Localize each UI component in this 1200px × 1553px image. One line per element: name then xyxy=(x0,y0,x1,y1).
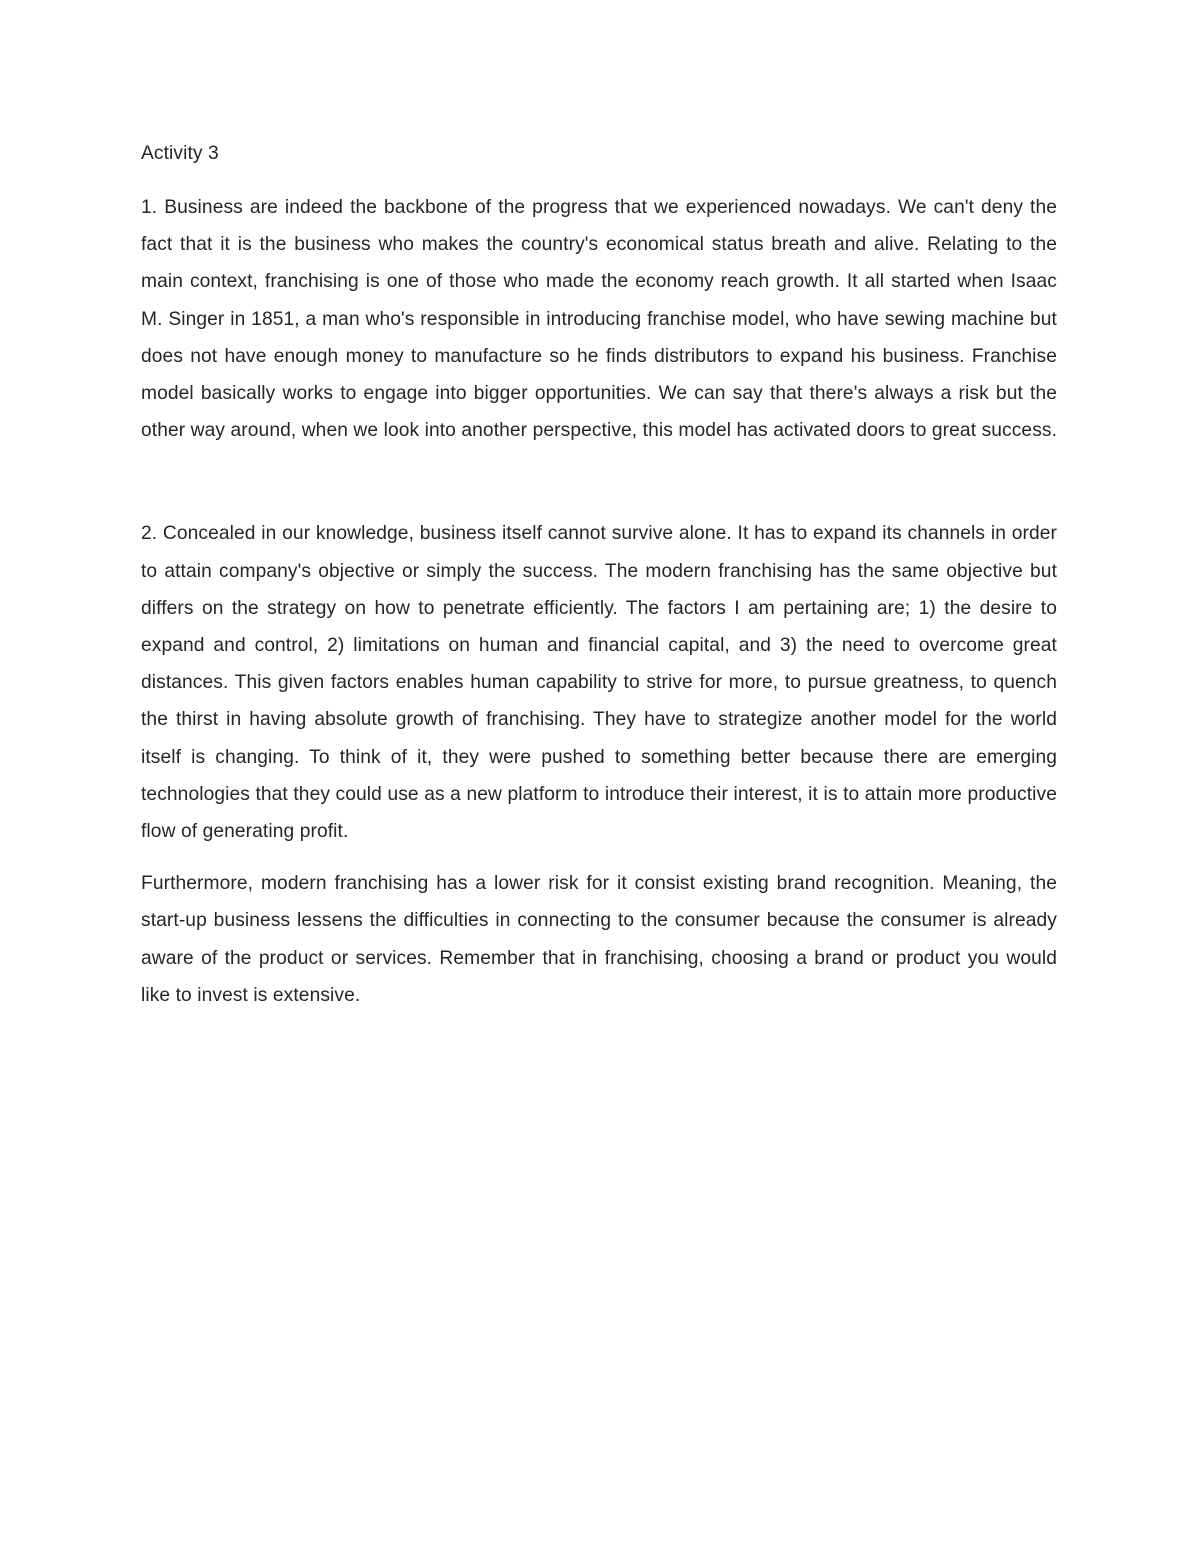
paragraph-2: 2. Concealed in our knowledge, business itself cannot survive alone. It has to expand its channels in order to attain company's objective or simply the success. The modern franchising has the same objective but differs on the strategy on how to penetrate efficiently. The factors I am pertaining are; 1) the desire to expand and control, 2) limitations on human and financial capital, and 3) the need to overcome great distances. This given factors enables human capability to strive for more, to pursue greatness, to quench the thirst in having absolute growth of franchising. They have to strategize another model for the world itself is changing. To think of it, they were pushed to something better because there are emerging technologies that they could use as a new platform to introduce their interest, it is to attain more productive flow of generating profit. xyxy=(141,523,1057,843)
document-title: Activity 3 xyxy=(141,143,219,164)
paragraph-1: 1. Business are indeed the backbone of the progress that we experienced nowadays. We can't deny the fact that it is the business who makes the country's economical status breath and alive. Relating to the main context, franchising is one of those who made the economy reach growth. It all started when Isaac M. Singer in 1851, a man who's responsible in introducing franchise model, who have sewing machine but does not have enough money to manufacture so he finds distributors to expand his business. Franchise model basically works to engage into bigger opportunities. We can say that there's always a risk but the other way around, when we look into another perspective, this model has activated doors to great success. xyxy=(141,197,1058,442)
document-body xyxy=(141,137,1057,1014)
paragraph-3: Furthermore, modern franchising has a lower risk for it consist existing brand recognition. Meaning, the start-up business lessens the difficulties in connecting to the consumer because the consumer is already aware of the product or services. Remember that in franchising, choosing a brand or product you would like to invest is extensive. xyxy=(141,873,1057,1006)
